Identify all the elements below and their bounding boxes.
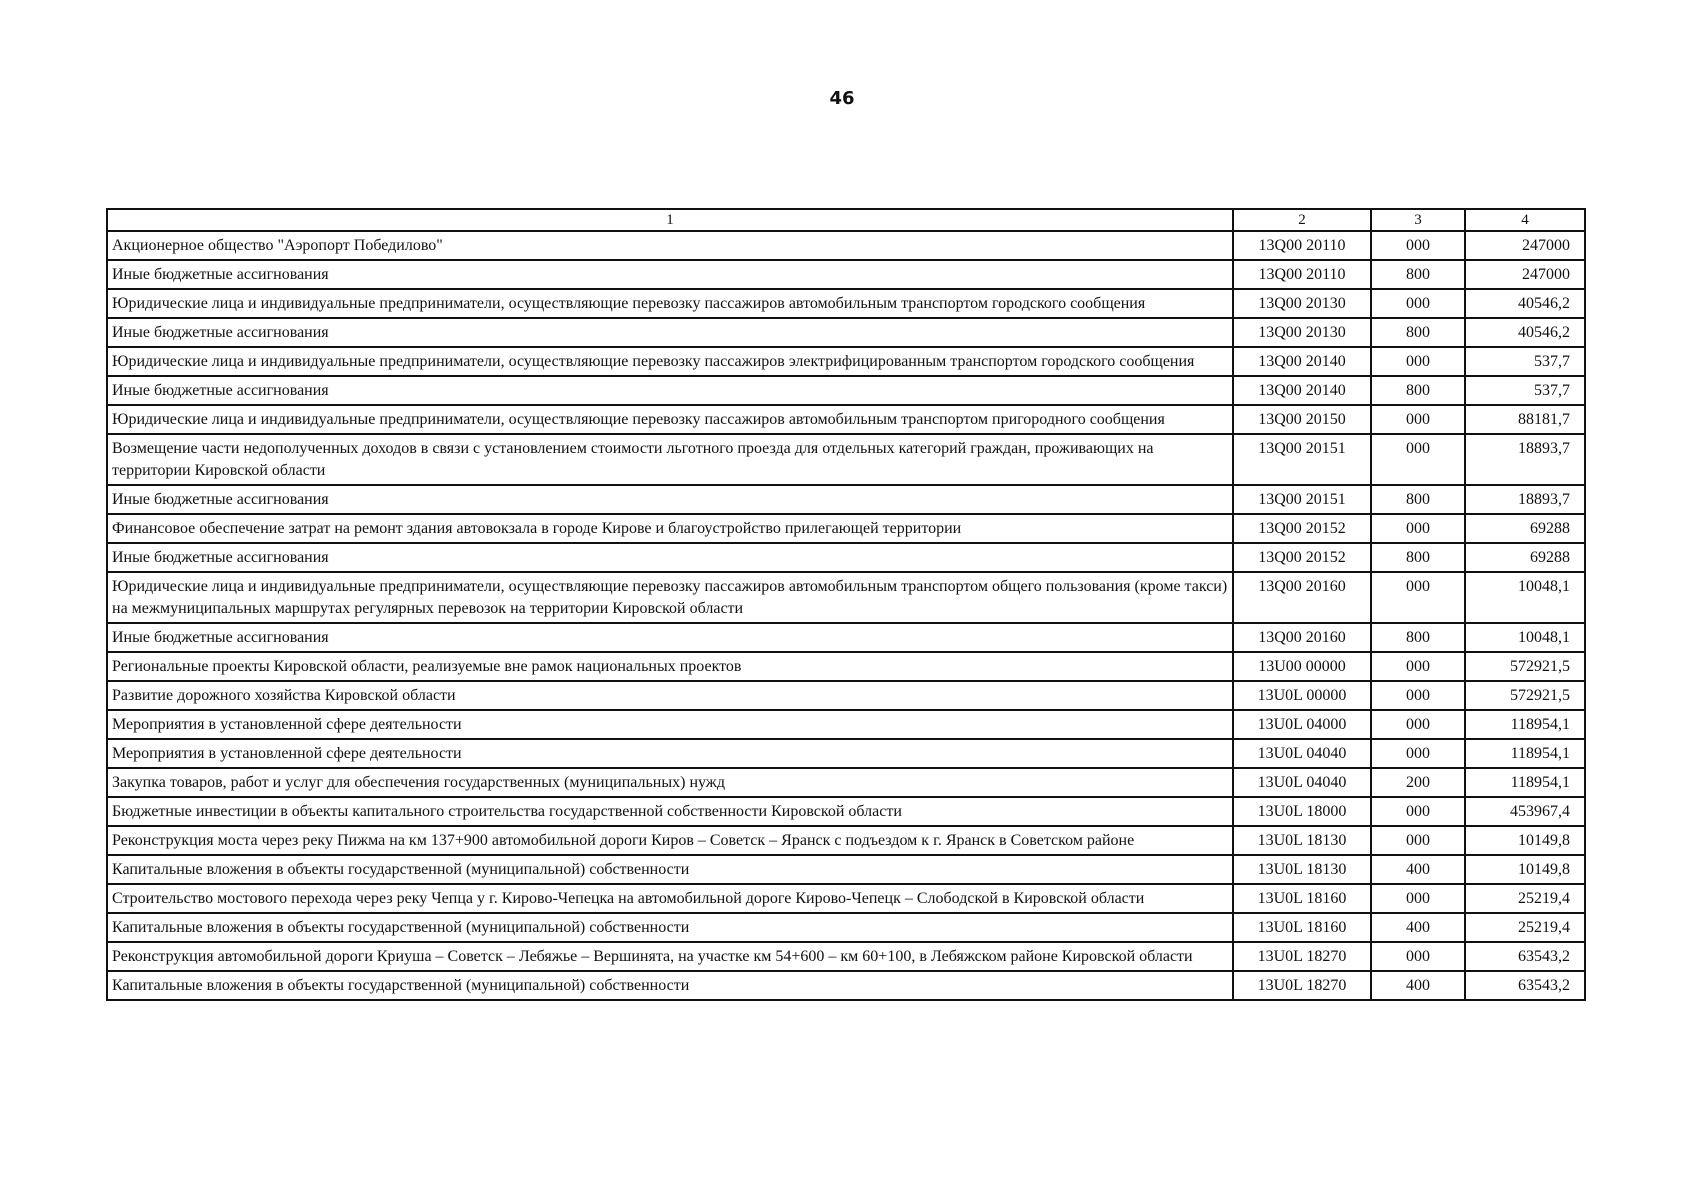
row-name: Иные бюджетные ассигнования — [107, 623, 1233, 652]
row-sum: 247000 — [1465, 231, 1585, 260]
row-name: Закупка товаров, работ и услуг для обеспечения государственных (муниципальных) нужд — [107, 768, 1233, 797]
row-name: Юридические лица и индивидуальные предприниматели, осуществляющие перевозку пассажиров электрифицированным транспортом городского сообщения — [107, 347, 1233, 376]
row-sum: 18893,7 — [1465, 434, 1585, 485]
table-row — [107, 514, 1585, 543]
column-header: 4 — [1465, 209, 1585, 231]
row-code: 13Q00 20151 — [1233, 434, 1371, 485]
table-row — [107, 289, 1585, 318]
table-row — [107, 913, 1585, 942]
row-code: 13U0L 18160 — [1233, 913, 1371, 942]
row-code: 13Q00 20110 — [1233, 260, 1371, 289]
row-kind: 800 — [1371, 485, 1465, 514]
row-name: Иные бюджетные ассигнования — [107, 376, 1233, 405]
row-name: Юридические лица и индивидуальные предприниматели, осуществляющие перевозку пассажиров автомобильным транспортом городского сообщения — [107, 289, 1233, 318]
row-code: 13Q00 20150 — [1233, 405, 1371, 434]
table-row — [107, 376, 1585, 405]
row-kind: 000 — [1371, 884, 1465, 913]
table-row — [107, 681, 1585, 710]
row-code: 13U0L 18130 — [1233, 826, 1371, 855]
column-header: 1 — [107, 209, 1233, 231]
row-name: Финансовое обеспечение затрат на ремонт здания автовокзала в городе Кирове и благоустройство прилегающей территории — [107, 514, 1233, 543]
table-row — [107, 405, 1585, 434]
row-code: 13U0L 18000 — [1233, 797, 1371, 826]
row-code: 13Q00 20130 — [1233, 318, 1371, 347]
row-code: 13Q00 20152 — [1233, 543, 1371, 572]
row-sum: 25219,4 — [1465, 884, 1585, 913]
table-row — [107, 260, 1585, 289]
row-kind: 000 — [1371, 434, 1465, 485]
row-code: 13Q00 20140 — [1233, 376, 1371, 405]
row-code: 13U0L 18270 — [1233, 942, 1371, 971]
row-kind: 000 — [1371, 652, 1465, 681]
row-kind: 000 — [1371, 289, 1465, 318]
row-sum: 88181,7 — [1465, 405, 1585, 434]
table-row — [107, 572, 1585, 623]
page-number: 46 — [829, 88, 855, 109]
row-name: Юридические лица и индивидуальные предприниматели, осуществляющие перевозку пассажиров автомобильным транспортом пригородного сообщения — [107, 405, 1233, 434]
row-name: Мероприятия в установленной сфере деятельности — [107, 739, 1233, 768]
row-name: Возмещение части недополученных доходов в связи с установлением стоимости льготного проезда для отдельных категорий граждан, проживающих на территории Кировской области — [107, 434, 1233, 485]
row-code: 13Q00 20110 — [1233, 231, 1371, 260]
budget-table — [106, 208, 1586, 1001]
row-sum: 10048,1 — [1465, 623, 1585, 652]
row-name: Иные бюджетные ассигнования — [107, 543, 1233, 572]
row-sum: 537,7 — [1465, 347, 1585, 376]
table-row — [107, 347, 1585, 376]
row-sum: 63543,2 — [1465, 942, 1585, 971]
row-kind: 800 — [1371, 376, 1465, 405]
row-name: Строительство мостового перехода через реку Чепца у г. Кирово-Чепецка на автомобильной дороге Кирово-Чепецк – Слободской в Кировской области — [107, 884, 1233, 913]
row-sum: 247000 — [1465, 260, 1585, 289]
row-kind: 000 — [1371, 347, 1465, 376]
row-code: 13U0L 04040 — [1233, 739, 1371, 768]
row-kind: 800 — [1371, 318, 1465, 347]
table-row — [107, 884, 1585, 913]
table-row — [107, 318, 1585, 347]
table-row — [107, 855, 1585, 884]
row-sum: 10149,8 — [1465, 855, 1585, 884]
table-row — [107, 942, 1585, 971]
table-row — [107, 971, 1585, 1000]
row-kind: 800 — [1371, 543, 1465, 572]
row-sum: 40546,2 — [1465, 289, 1585, 318]
row-kind: 000 — [1371, 231, 1465, 260]
row-kind: 200 — [1371, 768, 1465, 797]
table-row — [107, 652, 1585, 681]
row-name: Капитальные вложения в объекты государственной (муниципальной) собственности — [107, 913, 1233, 942]
row-name: Реконструкция автомобильной дороги Криуша – Советск – Лебяжье – Вершинята, на участке км 54+600 – км 60+100, в Лебяжском районе Кировской области — [107, 942, 1233, 971]
row-kind: 000 — [1371, 572, 1465, 623]
row-kind: 000 — [1371, 681, 1465, 710]
row-code: 13Q00 20152 — [1233, 514, 1371, 543]
row-sum: 25219,4 — [1465, 913, 1585, 942]
row-name: Мероприятия в установленной сфере деятельности — [107, 710, 1233, 739]
row-code: 13Q00 20130 — [1233, 289, 1371, 318]
row-code: 13U0L 18270 — [1233, 971, 1371, 1000]
row-name: Иные бюджетные ассигнования — [107, 485, 1233, 514]
row-code: 13U00 00000 — [1233, 652, 1371, 681]
row-kind: 000 — [1371, 710, 1465, 739]
row-name: Иные бюджетные ассигнования — [107, 318, 1233, 347]
row-name: Реконструкция моста через реку Пижма на км 137+900 автомобильной дороги Киров – Советск – Яранск с подъездом к г. Яранск в Советском районе — [107, 826, 1233, 855]
row-kind: 400 — [1371, 855, 1465, 884]
row-name: Иные бюджетные ассигнования — [107, 260, 1233, 289]
row-code: 13Q00 20151 — [1233, 485, 1371, 514]
row-kind: 000 — [1371, 942, 1465, 971]
column-header: 2 — [1233, 209, 1371, 231]
table-row — [107, 826, 1585, 855]
column-header: 3 — [1371, 209, 1465, 231]
row-kind: 800 — [1371, 260, 1465, 289]
row-name: Акционерное общество "Аэропорт Победилово" — [107, 231, 1233, 260]
table-row — [107, 797, 1585, 826]
row-kind: 000 — [1371, 514, 1465, 543]
row-name: Развитие дорожного хозяйства Кировской области — [107, 681, 1233, 710]
row-name: Капитальные вложения в объекты государственной (муниципальной) собственности — [107, 971, 1233, 1000]
row-name: Бюджетные инвестиции в объекты капитального строительства государственной собственности Кировской области — [107, 797, 1233, 826]
row-sum: 118954,1 — [1465, 710, 1585, 739]
row-sum: 10048,1 — [1465, 572, 1585, 623]
table-row — [107, 485, 1585, 514]
table-row — [107, 710, 1585, 739]
row-sum: 118954,1 — [1465, 739, 1585, 768]
row-kind: 000 — [1371, 739, 1465, 768]
row-kind: 000 — [1371, 405, 1465, 434]
row-name: Региональные проекты Кировской области, реализуемые вне рамок национальных проектов — [107, 652, 1233, 681]
row-code: 13U0L 18130 — [1233, 855, 1371, 884]
row-kind: 000 — [1371, 797, 1465, 826]
row-kind: 800 — [1371, 623, 1465, 652]
table-row — [107, 231, 1585, 260]
row-name: Капитальные вложения в объекты государственной (муниципальной) собственности — [107, 855, 1233, 884]
row-sum: 63543,2 — [1465, 971, 1585, 1000]
row-code: 13Q00 20140 — [1233, 347, 1371, 376]
row-sum: 69288 — [1465, 514, 1585, 543]
row-sum: 453967,4 — [1465, 797, 1585, 826]
row-code: 13Q00 20160 — [1233, 623, 1371, 652]
row-sum: 10149,8 — [1465, 826, 1585, 855]
row-sum: 69288 — [1465, 543, 1585, 572]
table-row — [107, 623, 1585, 652]
row-code: 13U0L 00000 — [1233, 681, 1371, 710]
row-kind: 400 — [1371, 971, 1465, 1000]
table-row — [107, 739, 1585, 768]
row-sum: 118954,1 — [1465, 768, 1585, 797]
row-sum: 40546,2 — [1465, 318, 1585, 347]
row-sum: 572921,5 — [1465, 681, 1585, 710]
table-row — [107, 434, 1585, 485]
row-sum: 572921,5 — [1465, 652, 1585, 681]
row-kind: 400 — [1371, 913, 1465, 942]
row-kind: 000 — [1371, 826, 1465, 855]
row-name: Юридические лица и индивидуальные предприниматели, осуществляющие перевозку пассажиров автомобильным транспортом общего пользования (кроме такси) на межмуниципальных маршрутах регулярных перевозок на территории Кировской области — [107, 572, 1233, 623]
row-code: 13Q00 20160 — [1233, 572, 1371, 623]
table-header-row — [107, 209, 1585, 231]
table-row — [107, 768, 1585, 797]
row-sum: 18893,7 — [1465, 485, 1585, 514]
row-code: 13U0L 18160 — [1233, 884, 1371, 913]
row-sum: 537,7 — [1465, 376, 1585, 405]
row-code: 13U0L 04000 — [1233, 710, 1371, 739]
table-row — [107, 543, 1585, 572]
row-code: 13U0L 04040 — [1233, 768, 1371, 797]
